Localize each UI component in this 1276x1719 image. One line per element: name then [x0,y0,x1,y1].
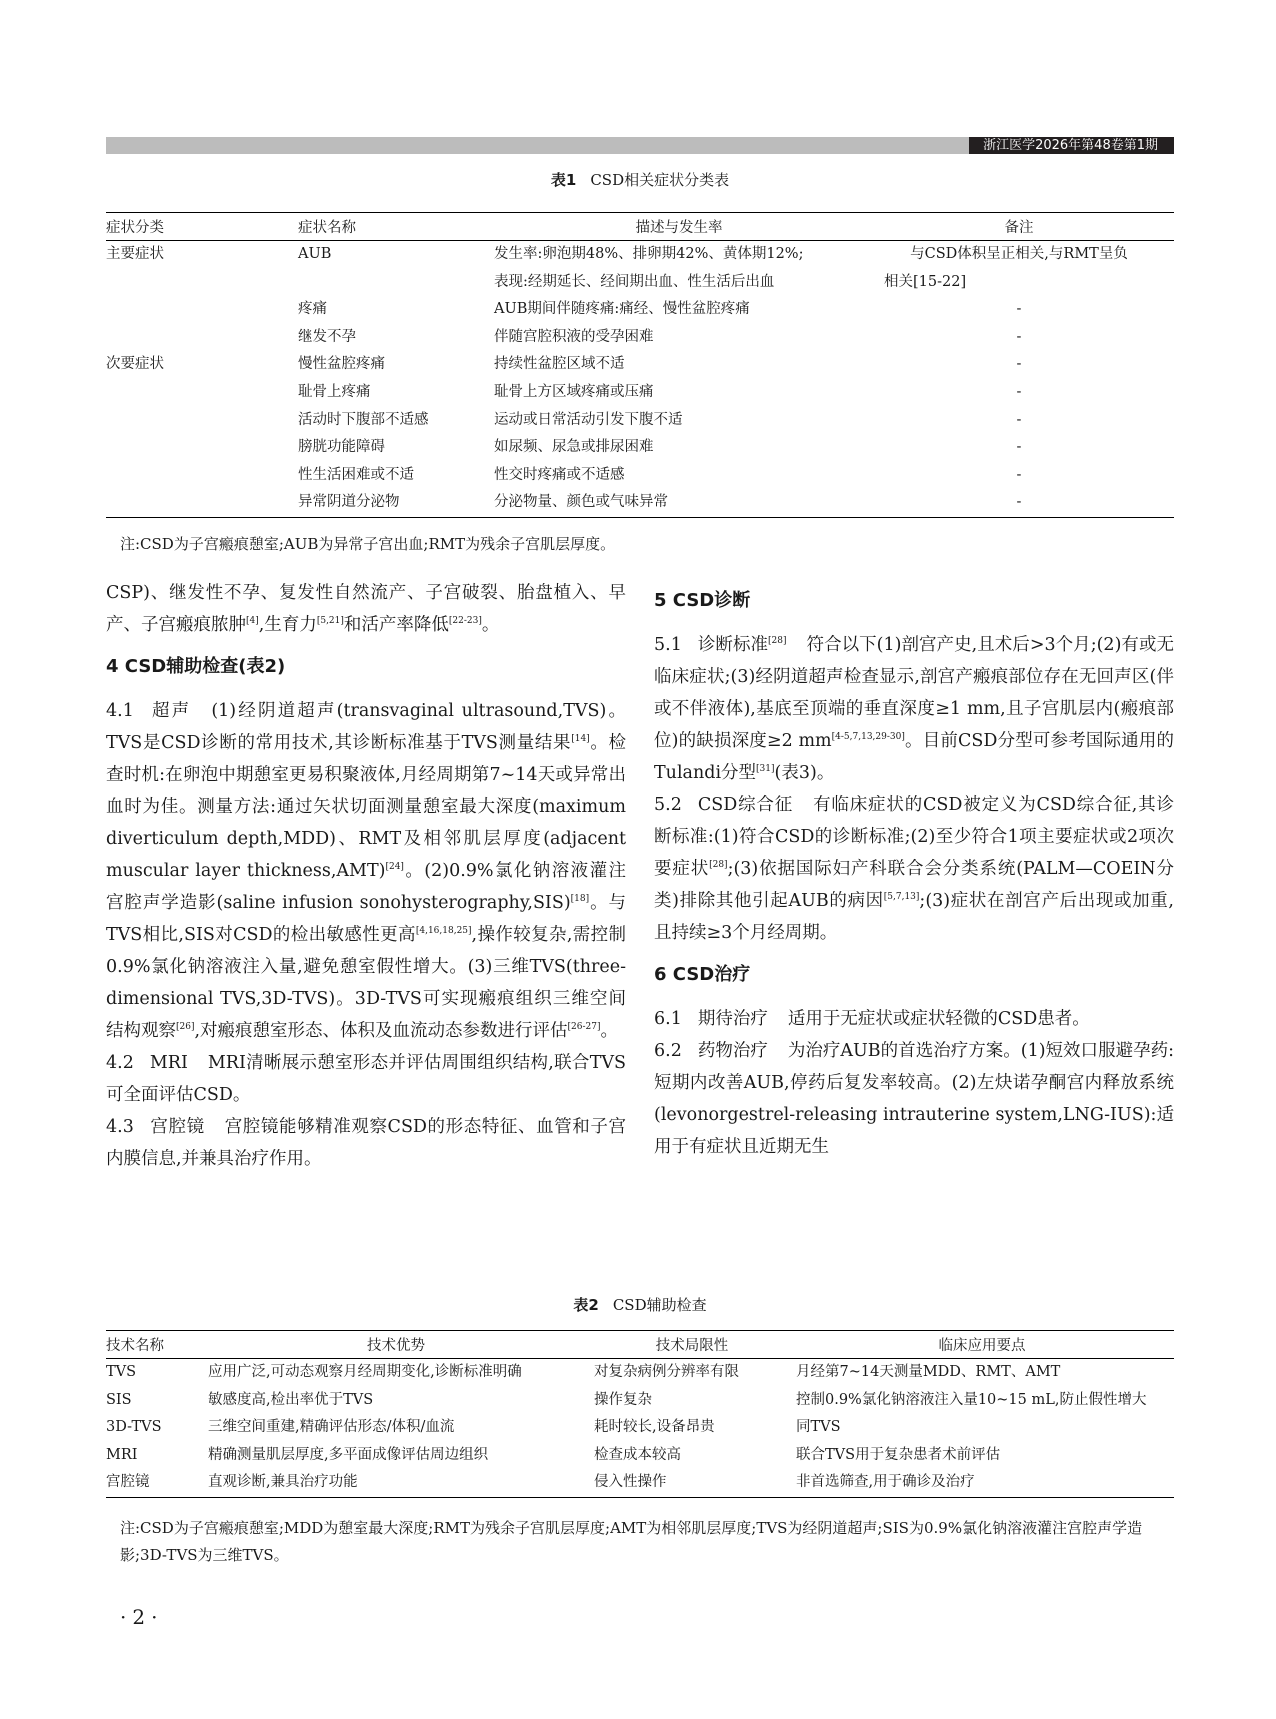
table-cell: 伴随宫腔积液的受孕困难 [494,328,654,345]
table-cell: 直观诊断,兼具治疗功能 [198,1469,594,1497]
table-cell [106,324,254,352]
table-cell: 如尿频、尿急或排尿困难 [494,439,654,456]
table1-caption [106,170,1174,190]
table-cell: 发生率:卵泡期48%、排卵期42%、黄体期12%; [494,246,804,262]
table1-header: 备注 [864,213,1174,241]
paragraph-6-2: 6.2 药物治疗 为治疗AUB的首选治疗方案。(1)短效口服避孕药:短期内改善AUB,停药后复发率较高。(2)左炔诺孕酮宫内释放系统(levonorgestrel-releasing intrauterine system,LNG-IUS):适用于有症状且近期无生 [654,1041,1174,1157]
table-row [106,241,1174,269]
table-cell: 3D-TVS [106,1419,162,1436]
paragraph-5-1: 5.1 诊断标准[28] 符合以下(1)剖宫产史,且术后>3个月;(2)有或无临床症状;(3)经阴道超声检查显示,剖宫产瘢痕部位存在无回声区(伴或不伴液体),基底至顶端的垂直深度≥1 mm,且子宫肌层内(瘢痕部位)的缺损深度≥2 mm[4-5,7,13,29-30]。目前CSD分型可参考国际通用的Tulandi分型[31](表3)。 [654,635,1174,783]
table-cell [106,489,254,517]
table2-header: 技术局限性 [594,1331,790,1359]
table-cell: 膀胱功能障碍 [298,439,385,456]
table-cell: 耻骨上疼痛 [298,383,371,400]
right-column [654,577,1174,1163]
table-cell: TVS [106,1364,137,1380]
section-heading-6: 6 CSD治疗 [654,964,751,985]
table-cell: 分泌物量、颜色或气味异常 [494,489,864,517]
table2-caption [106,1295,1174,1315]
table-row [106,379,1174,407]
table-cell: 操作复杂 [594,1391,652,1408]
table-cell [106,379,254,407]
table-cell [790,1387,1174,1442]
table-row [106,489,1174,517]
table-cell: 运动或日常活动引发下腹不适 [494,411,683,428]
table2-label: 表2 [573,1296,599,1314]
table-cell [106,296,254,324]
table-row [106,269,1174,297]
left-column [106,577,626,1175]
table-cell: 主要症状 [106,246,164,262]
table-cell: 慢性盆腔疼痛 [298,356,385,373]
section-heading-4: 4 CSD辅助检查(表2) [106,656,286,677]
table-cell: MRI [106,1446,138,1463]
table-cell: 非首选筛查,用于确诊及治疗 [790,1469,1174,1497]
table1-header-row [106,213,1174,241]
page-number: ·2· [120,1605,164,1629]
table-cell: 疼痛 [298,301,327,318]
table-cell: AUB [298,246,332,262]
table2-header: 技术名称 [106,1331,198,1359]
table-cell: 表现:经期延长、经间期出血、性生活后出血 [494,273,775,290]
table-cell: 性生活困难或不适 [298,466,414,483]
table2 [106,1330,1174,1498]
table1-note: 注:CSD为子宫瘢痕憩室;AUB为异常子宫出血;RMT为残余子宫肌层厚度。 [120,535,616,553]
remark-text: 相关[15-22] [884,273,967,290]
table-cell: 性交时疼痛或不适感 [494,466,625,483]
table-cell [106,434,254,462]
paragraph-6-1: 6.1 期待治疗 适用于无症状或症状轻微的CSD患者。 [654,1009,1090,1029]
table-cell: 应用广泛,可动态观察月经周期变化,诊断标准明确 [208,1364,522,1380]
table-cell: 异常阴道分泌物 [254,489,494,517]
table-row [106,296,1174,324]
table2-header-row [106,1331,1174,1359]
table-row [106,1442,1174,1470]
cell-text: 同TVS [796,1419,841,1436]
table-row [106,462,1174,490]
table-cell: 精确测量肌层厚度,多平面成像评估周边组织 [208,1446,489,1463]
table-cell: - [1016,383,1022,400]
table-cell: 三维空间重建,精确评估形态/体积/血流 [208,1419,455,1436]
table1-title: CSD相关症状分类表 [590,171,730,189]
table2-title: CSD辅助检查 [612,1296,707,1314]
table1-header: 症状名称 [254,213,494,241]
table-cell: 耗时较长,设备昂贵 [594,1419,715,1436]
table-cell [106,407,254,435]
table-cell: 继发不孕 [298,328,356,345]
table1 [106,212,1174,518]
paragraph-4-1: 4.1 超声 (1)经阴道超声(transvaginal ultrasound,TVS)。TVS是CSD诊断的常用技术,其诊断标准基于TVS测量结果[14]。检查时机:在卵泡中期憩室更易积聚液体,月经周期第7~14天或异常出血时为佳。测量方法:通过矢状切面测量憩室最大深度(maximum diverticulum depth,MDD)、RMT及相邻肌层厚度(adjacent muscular layer thickness,AMT)[24]。(2)0.9%氯化钠溶液灌注宫腔声学造影(saline infusion sonohysterography,SIS)[18]。与TVS相比,SIS对CSD的检出敏感性更高[4,16,18,25],操作较复杂,需控制0.9%氯化钠溶液注入量,避免憩室假性增大。(3)三维TVS(three-dimensional TVS,3D-TVS)。3D-TVS可实现瘢痕组织三维空间结构观察[26],对瘢痕憩室形态、体积及血流动态参数进行评估[26-27]。 [106,701,627,1041]
table-cell: 敏感度高,检出率优于TVS [208,1391,374,1408]
table2-header: 技术优势 [198,1331,594,1359]
table2-header: 临床应用要点 [790,1331,1174,1359]
table-row [106,434,1174,462]
table-row [106,1469,1174,1497]
table-cell: 次要症状 [106,356,164,373]
table-cell: - [1016,356,1022,373]
journal-issue: 浙江医学2026年第48卷第1期 [969,137,1174,154]
paragraph-4-2: 4.2 MRI MRI清晰展示憩室形态并评估周围组织结构,联合TVS可全面评估CSD。 [106,1053,626,1105]
table-cell: - [1016,466,1022,483]
table-row [106,324,1174,352]
table-cell: - [1016,328,1022,345]
table-cell: - [1016,439,1022,456]
table-cell: 对复杂病例分辨率有限 [594,1364,739,1380]
table-cell: 持续性盆腔区域不适 [494,356,625,373]
section-heading-5: 5 CSD诊断 [654,590,751,611]
table-cell [864,269,1174,297]
cell-text: 控制0.9%氯化钠溶液注入量10~15 mL,防止假性增大 [796,1391,1147,1408]
table-cell: 与CSD体积呈正相关,与RMT呈负 [910,246,1128,262]
table1-header: 症状分类 [106,213,254,241]
table2-note: 注:CSD为子宫瘢痕憩室;MDD为憩室最大深度;RMT为残余子宫肌层厚度;AMT为相邻肌层厚度;TVS为经阴道超声;SIS为0.9%氯化钠溶液灌注宫腔声学造影;3D-TVS为三维TVS。 [120,1519,1143,1564]
table-row [106,351,1174,379]
table-row [106,407,1174,435]
table-cell: 侵入性操作 [594,1469,790,1497]
table1-header: 描述与发生率 [494,213,864,241]
paragraph-4-3: 4.3 宫腔镜 宫腔镜能够精准观察CSD的形态特征、血管和子宫内膜信息,并兼具治疗作用。 [106,1117,626,1169]
table-row [106,1359,1174,1387]
table-cell: SIS [106,1391,132,1408]
paragraph: CSP)、继发性不孕、复发性自然流产、子宫破裂、胎盘植入、早产、子宫瘢痕脓肿[4],生育力[5,21]和活产率降低[22-23]。 [106,583,626,635]
table-cell: 联合TVS用于复杂患者术前评估 [796,1446,1001,1463]
table-cell: 检查成本较高 [594,1446,681,1463]
table-cell: 耻骨上方区域疼痛或压痛 [494,383,654,400]
paragraph-5-2: 5.2 CSD综合征 有临床症状的CSD被定义为CSD综合征,其诊断标准:(1)符合CSD的诊断标准;(2)至少符合1项主要症状或2项次要症状[28];(3)依据国际妇产科联合会分类系统(PALM—COEIN分类)排除其他引起AUB的病因[5,7,13];(3)症状在剖宫产后出现或加重,且持续≥3个月经周期。 [654,795,1174,943]
table-cell: - [1016,411,1022,428]
table-row [106,1387,1174,1415]
table-cell: 月经第7~14天测量MDD、RMT、AMT [796,1364,1061,1380]
table-cell [106,269,254,297]
table-cell: 宫腔镜 [106,1469,198,1497]
table-cell [106,462,254,490]
header-bar [106,137,1174,154]
table-cell: - [1016,301,1022,318]
table-cell: 活动时下腹部不适感 [298,411,429,428]
table1-label: 表1 [550,171,577,189]
table-cell: AUB期间伴随疼痛:痛经、慢性盆腔疼痛 [494,301,750,318]
table-cell [254,269,494,297]
table-cell: - [864,489,1174,517]
